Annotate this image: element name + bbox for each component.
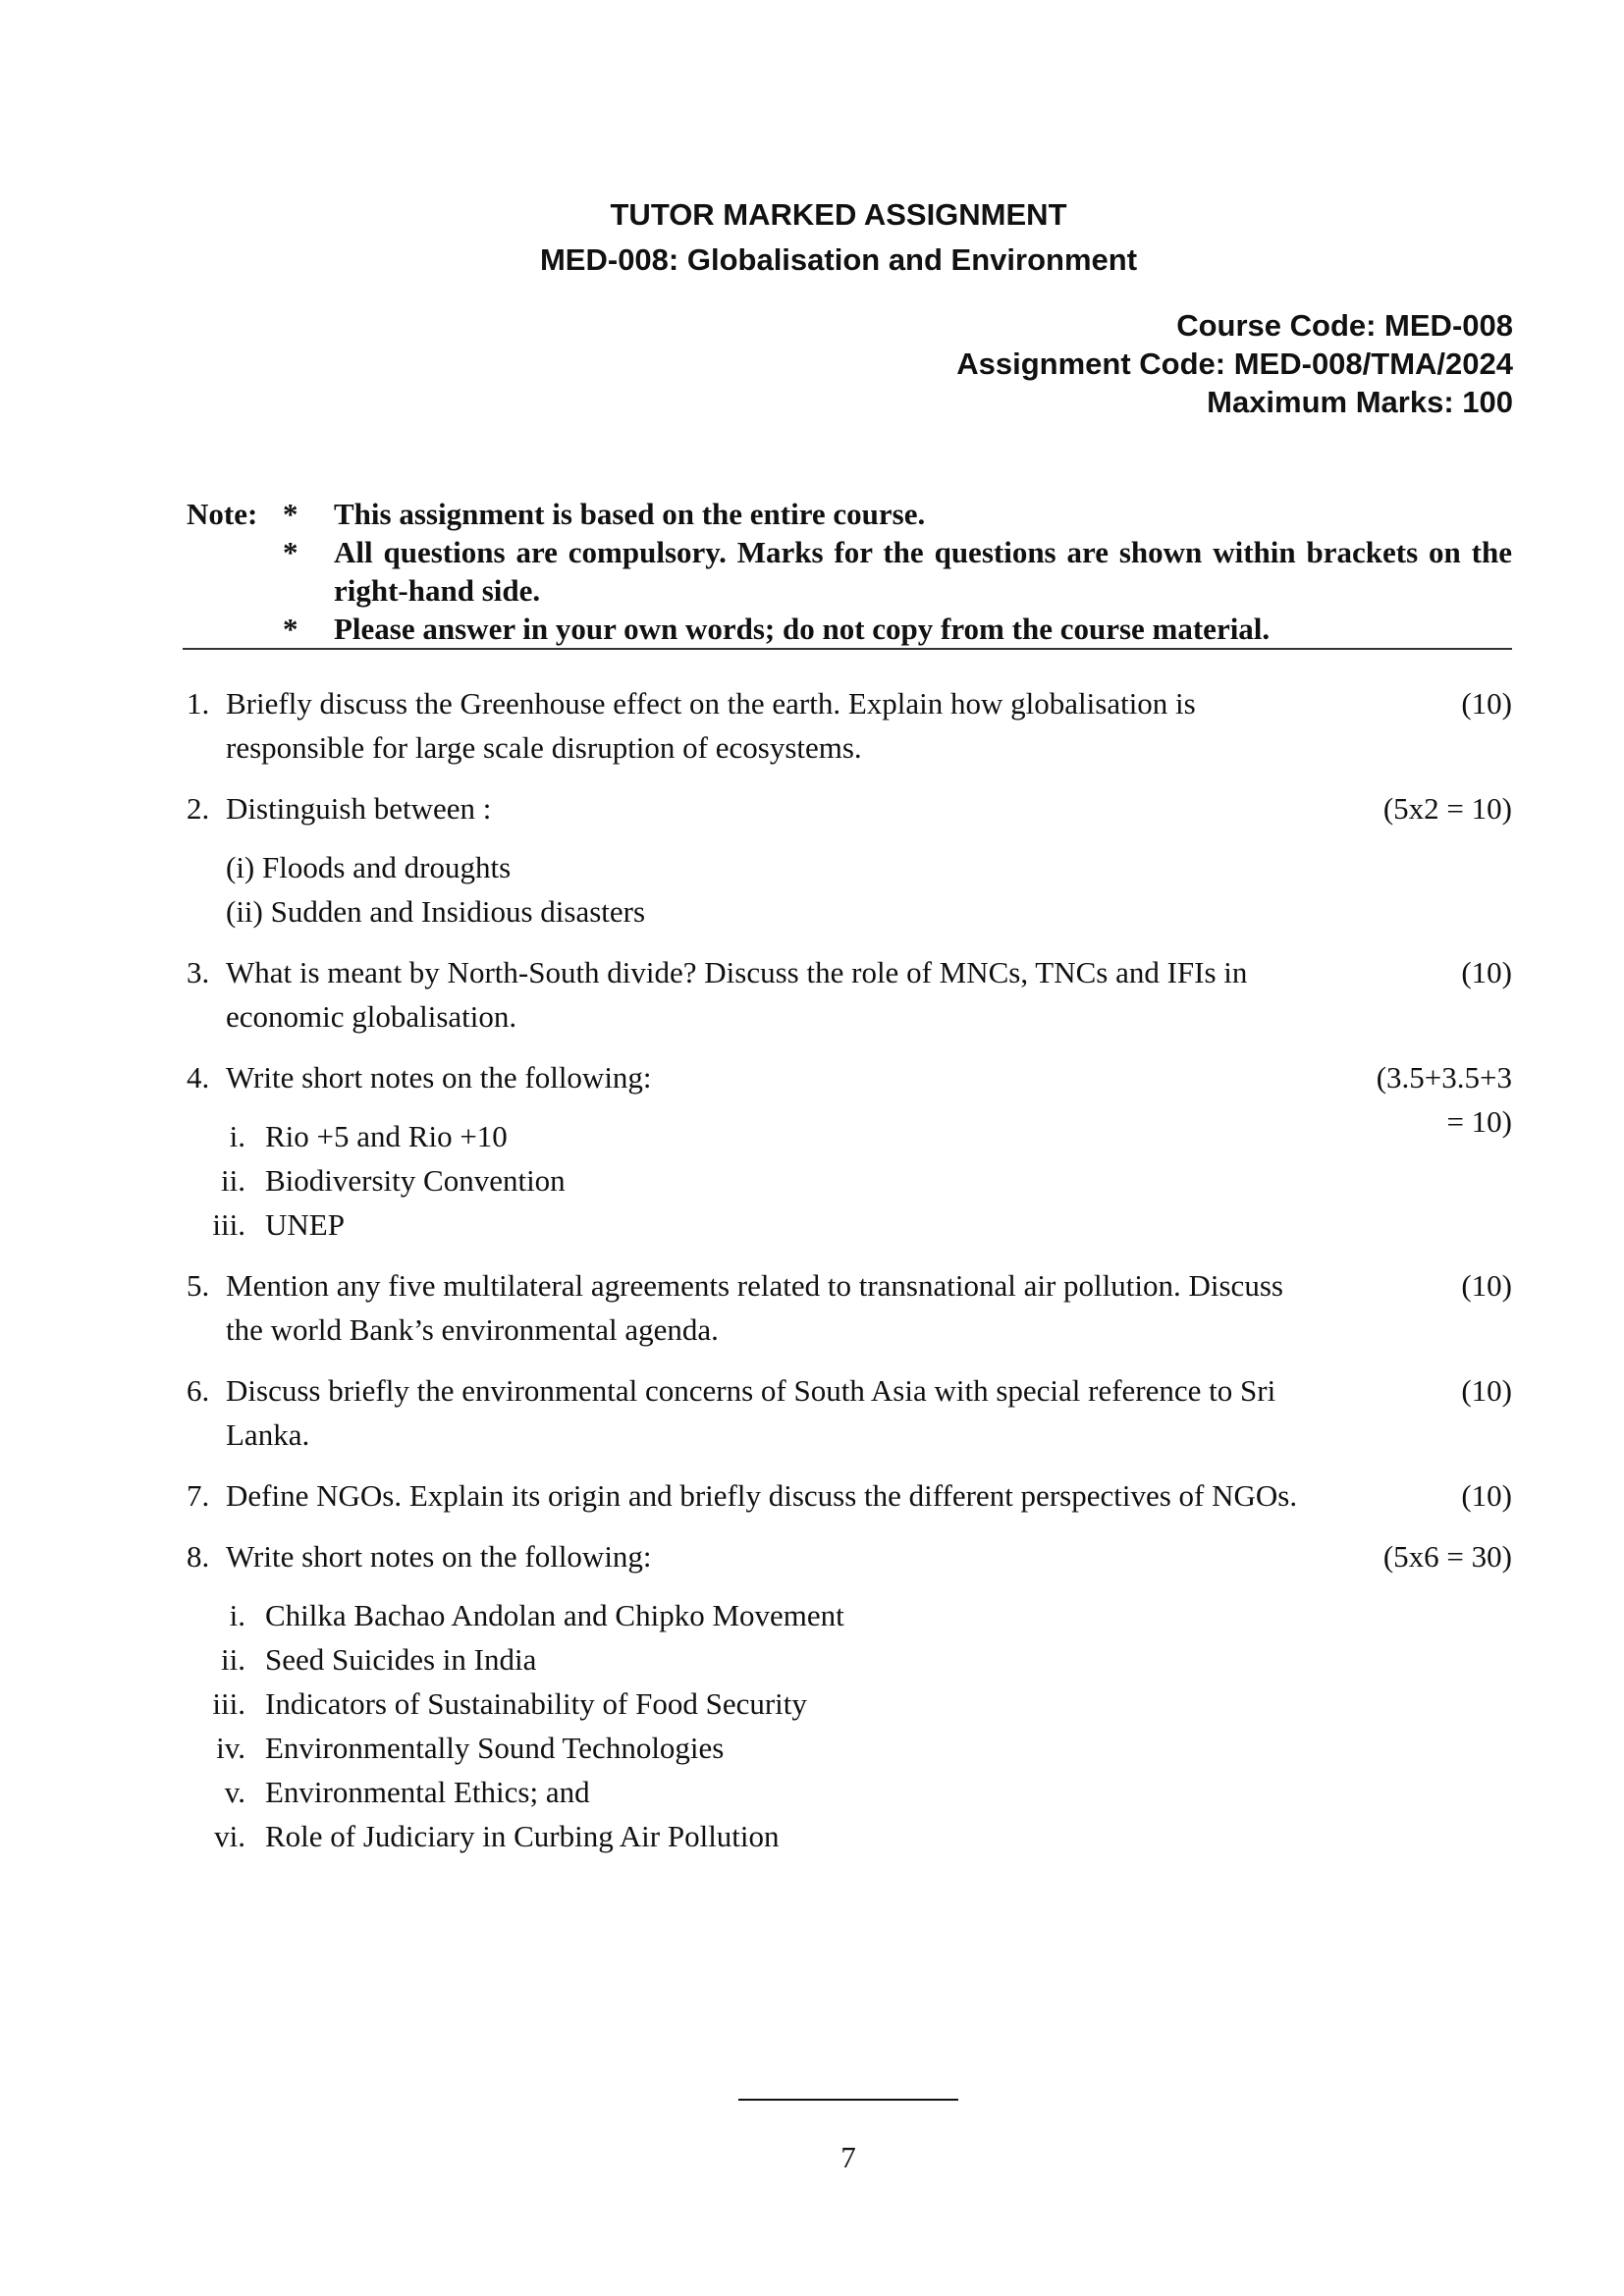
sub-question-list [187,1593,1512,1858]
question-2 [187,786,1512,934]
note-item [187,533,1512,610]
question-list [187,681,1512,1875]
bullet-star: * [283,535,298,569]
sub-question-text: Indicators of Sustainability of Food Security [265,1686,807,1721]
assignment-title: TUTOR MARKED ASSIGNMENT [610,197,1067,232]
sub-question-number: iii. [212,1207,245,1242]
question-marks: (10) [1461,955,1512,989]
question-7 [187,1473,1512,1518]
sub-question-list [187,1114,1512,1247]
maximum-marks: Maximum Marks: 100 [1207,385,1513,419]
question-number: 8. [187,1539,210,1574]
marks-line: = 10) [1446,1104,1512,1139]
question-8 [187,1534,1512,1858]
sub-question-number: v. [224,1775,245,1809]
question-text: Write short notes on the following: [226,1060,652,1095]
question-marks: (10) [1461,1478,1512,1513]
bullet-star: * [283,497,298,531]
question-text: Write short notes on the following: [226,1539,652,1574]
marks-line: (3.5+3.5+3 [1376,1060,1512,1095]
sub-question-text: Chilka Bachao Andolan and Chipko Movement [265,1598,844,1632]
sub-question [187,1726,1512,1770]
question-number: 6. [187,1373,210,1408]
question-number: 5. [187,1268,210,1303]
sub-question-number: ii. [221,1642,245,1677]
course-codes [956,306,1513,421]
question-number: 7. [187,1478,210,1513]
question-marks: (10) [1461,686,1512,721]
note-label: Note: [187,497,258,531]
note-text: This assignment is based on the entire course. [334,497,926,531]
sub-question-text: UNEP [265,1207,345,1242]
question-number: 2. [187,791,210,826]
sub-question [187,1814,1512,1858]
question-text: Distinguish between : [226,791,492,826]
question-marks: (5x2 = 10) [1382,791,1512,826]
sub-question-text: Environmental Ethics; and [265,1775,590,1809]
sub-question [187,1637,1512,1682]
sub-question [187,1114,1512,1158]
note-item [187,610,1512,648]
assignment-code: Assignment Code: MED-008/TMA/2024 [956,347,1513,381]
bullet-star: * [283,612,298,646]
sub-question: (i) Floods and droughts [226,850,512,884]
sub-question-number: i. [229,1119,245,1153]
page-number: 7 [840,2140,856,2174]
sub-question [187,1770,1512,1814]
question-text: Discuss briefly the environmental concerns of South Asia with special reference to Sri Lanka. [226,1373,1276,1452]
question-6 [187,1368,1512,1457]
question-marks: (10) [1461,1268,1512,1303]
sub-question-number: iv. [216,1731,245,1765]
course-title: MED-008: Globalisation and Environment [539,242,1138,277]
course-code: Course Code: MED-008 [1176,308,1513,343]
sub-question-number: vi. [214,1819,245,1853]
footer-divider [738,2099,958,2101]
question-number: 3. [187,955,210,989]
sub-question: (ii) Sudden and Insidious disasters [226,894,646,929]
sub-question-list [187,845,1512,934]
note-text: Please answer in your own words; do not copy from the course material. [334,612,1271,646]
note-item [187,495,1512,533]
sub-question-text: Role of Judiciary in Curbing Air Pollution [265,1819,780,1853]
question-4 [187,1055,1512,1247]
sub-question [187,1158,1512,1202]
sub-question [187,1593,1512,1637]
question-1 [187,681,1512,770]
sub-question-number: iii. [212,1686,245,1721]
assignment-header [0,192,1624,283]
question-5 [187,1263,1512,1352]
question-number: 1. [187,686,210,721]
sub-question-number: i. [229,1598,245,1632]
question-marks: (5x6 = 30) [1382,1539,1512,1574]
sub-question-text: Seed Suicides in India [265,1642,537,1677]
sub-question-text: Biodiversity Convention [265,1163,566,1198]
question-marks: (10) [1461,1373,1512,1408]
question-text: Briefly discuss the Greenhouse effect on the earth. Explain how globalisation is responsible for large scale disruption of ecosystems. [226,686,1196,765]
sub-question [187,1202,1512,1247]
question-text: Define NGOs. Explain its origin and briefly discuss the different perspectives of NGOs. [226,1478,1298,1513]
sub-question-text: Rio +5 and Rio +10 [265,1119,508,1153]
note-text: All questions are compulsory. Marks for the questions are shown within brackets on the right-hand side. [334,535,1512,608]
note-section [187,495,1512,648]
sub-question-number: ii. [221,1163,245,1198]
note-divider [183,648,1512,650]
question-3 [187,950,1512,1039]
sub-question [187,1682,1512,1726]
question-text: Mention any five multilateral agreements related to transnational air pollution. Discuss the world Bank’s environmental agenda. [226,1268,1283,1347]
question-text: What is meant by North-South divide? Discuss the role of MNCs, TNCs and IFIs in economic globalisation. [226,955,1248,1034]
question-number: 4. [187,1060,210,1095]
sub-question-text: Environmentally Sound Technologies [265,1731,725,1765]
